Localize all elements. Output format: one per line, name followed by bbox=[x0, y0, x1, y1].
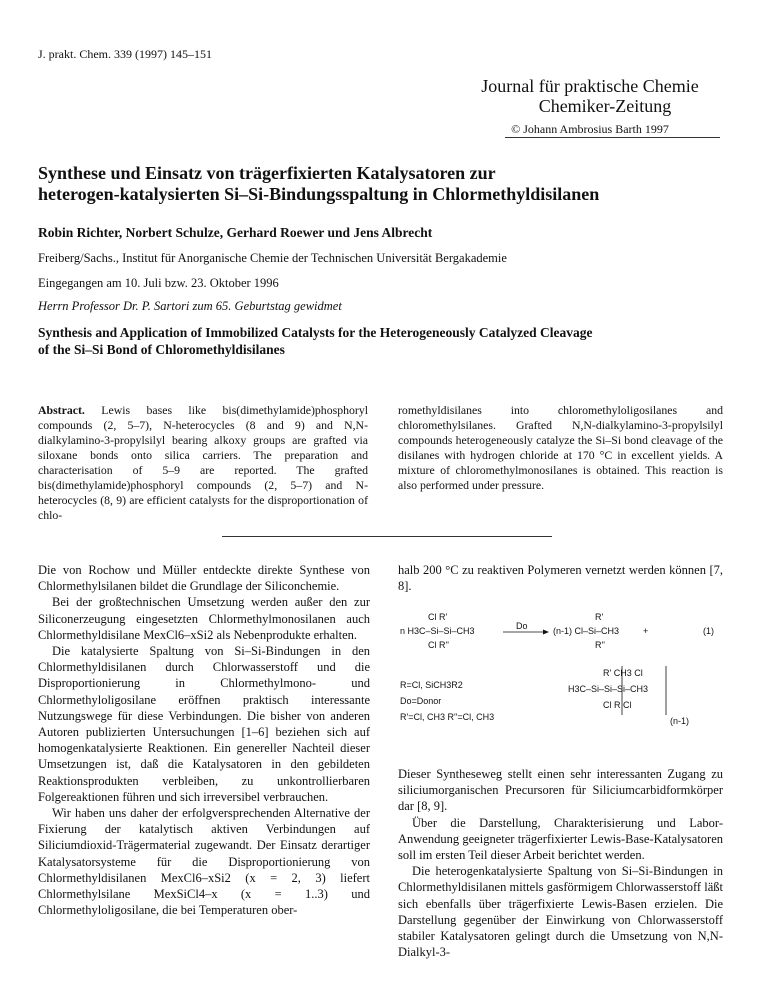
body-paragraph: Die heterogenkatalysierte Spaltung von Si–Si-Bindungen in Chlormethyldisilanen mittels gasförmigem Chlorwasserstoff läßt sich ebenfalls über trägerfixierte Lewis-Basen erzielen. Die Darstellung gegenüber der Einwirkung von Chlorwasserstoff stabiler Katalysatoren gelingt durch die Umsetzung von N,N-Dialkyl-3- bbox=[398, 864, 723, 960]
reactant-top-substituents: Cl R' bbox=[428, 612, 448, 622]
reaction-scheme bbox=[398, 610, 728, 750]
body-left-column bbox=[38, 562, 370, 918]
title-line-1: Synthese und Einsatz von trägerfixierten Katalysatoren zur bbox=[38, 163, 496, 183]
journal-name: Journal für praktische Chemie bbox=[481, 76, 699, 96]
title-line-2: heterogen-katalysierten Si–Si-Bindungsspaltung in Chlormethyldisilanen bbox=[38, 184, 600, 204]
abstract-right-column bbox=[398, 403, 723, 493]
abstract-left-column bbox=[38, 403, 368, 523]
polymer-repeat-index: (n-1) bbox=[670, 716, 690, 726]
running-head: J. prakt. Chem. 339 (1997) 145–151 bbox=[38, 47, 212, 61]
journal-subtitle: Chemiker-Zeitung bbox=[538, 96, 672, 116]
polymer-top-substituents: R' CH3 Cl bbox=[603, 668, 643, 678]
body-paragraph: Wir haben uns daher der erfolgversprechenden Alternative der Fixierung der katalytisch aktiven Verbindungen auf Siliciumdioxid-Trägermaterial zugewandt. Der Einsatz derartiger Katalysatorsysteme für die Disproportionierung von Chlormethyldisilanen MexCl6–xSi2 (x = 2, 3) liefert Chlormethylsilane MexSiCl4–x (x = 1..3) und Chlormethyloligosilane, die bei Temperaturen ober- bbox=[38, 806, 370, 918]
definition-r-prime: R'=Cl, CH3 R''=Cl, CH3 bbox=[400, 712, 495, 722]
arrow-label: Do bbox=[516, 621, 528, 631]
definition-r: R=Cl, SiCH3R2 bbox=[400, 680, 463, 690]
arrow-head bbox=[543, 630, 549, 635]
body-paragraph: Bei der großtechnischen Umsetzung werden außer den zur Siliconerzeugung eingesetzten Chlormethylmonosilanen auch Chlormethyldisilane MexCl6–xSi2 als Nebenprodukte erhalten. bbox=[38, 595, 370, 642]
received-date: Eingegangen am 10. Juli bzw. 23. Oktober 1996 bbox=[38, 276, 279, 290]
product-bottom-substituent: R'' bbox=[595, 640, 605, 650]
abstract-label: Abstract. bbox=[38, 403, 85, 417]
masthead-rule bbox=[505, 137, 720, 138]
product-top-substituent: R' bbox=[595, 612, 604, 622]
article-title bbox=[38, 163, 728, 205]
body-paragraph: Über die Darstellung, Charakterisierung und Labor-Anwendung geeigneter trägerfixierter Lewis-Base-Katalysatoren soll im ersten Teil dieser Arbeit berichtet werden. bbox=[398, 815, 723, 863]
body-paragraph: halb 200 °C zu reaktiven Polymeren vernetzt werden können [7, 8]. bbox=[398, 563, 723, 594]
definition-do: Do=Donor bbox=[400, 696, 442, 706]
affiliation: Freiberg/Sachs., Institut für Anorganische Chemie der Technischen Universität Bergakademie bbox=[38, 251, 507, 265]
product-formula: (n-1) Cl–Si–CH3 bbox=[553, 626, 620, 636]
abstract-text-right: romethyldisilanes into chloromethyloligosilanes and chloromethylsilanes. Grafted N,N-dialkylamino-3-propylsilyl compounds heterogeneously catalyze the Si–Si bond cleavage of the disilanes with hydrogen chloride at 170 °C in excellent yields. A mixture of chloromethylmonosilanes is obtained. This reaction is also performed under pressure. bbox=[398, 403, 723, 492]
author-list: Robin Richter, Norbert Schulze, Gerhard Roewer und Jens Albrecht bbox=[38, 225, 433, 240]
body-paragraph: Die von Rochow und Müller entdeckte direkte Synthese von Chlormethylsilanen bildet die Grundlage der Siliconchemie. bbox=[38, 563, 370, 594]
english-title-line-2: of the Si–Si Bond of Chloromethyldisilanes bbox=[38, 342, 285, 357]
reactant-formula: n H3C–Si–Si–CH3 bbox=[400, 626, 475, 636]
polymer-bottom-substituents: Cl R Cl bbox=[603, 700, 632, 710]
equation-number: (1) bbox=[703, 626, 714, 636]
dedication: Herrn Professor Dr. P. Sartori zum 65. Geburtstag gewidmet bbox=[38, 299, 342, 313]
plus-sign: + bbox=[643, 626, 649, 636]
body-paragraph: Dieser Syntheseweg stellt einen sehr interessanten Zugang zu siliciumorganischen Precursoren für Siliciumcarbidformkörper dar [8, 9]. bbox=[398, 767, 723, 814]
reactant-bottom-substituents: Cl R'' bbox=[428, 640, 449, 650]
copyright-notice: © Johann Ambrosius Barth 1997 bbox=[511, 122, 669, 136]
english-title-line-1: Synthesis and Application of Immobilized Catalysts for the Heterogeneously Catalyzed Cleavage bbox=[38, 325, 593, 340]
body-right-column-bottom bbox=[398, 766, 723, 960]
polymer-formula: H3C–Si–Si–Si–CH3 bbox=[568, 684, 649, 694]
section-divider bbox=[222, 536, 552, 537]
abstract-text-left: Lewis bases like bis(dimethylamide)phosphoryl compounds (2, 5–7), N-heterocycles (8 and 9) and N,N-dialkylamino-3-propylsilyl bearing alkoxy groups are grafted via siloxane bonds onto silica carriers. The preparation and characterisation of 5–9 are reported. The grafted bis(dimethylamide)phosphoryl compounds (2, 5–7) and N-heterocycles (8, 9) are efficient catalysts for the disproportionation of chlo- bbox=[38, 403, 368, 522]
body-right-column-top bbox=[398, 562, 723, 594]
body-paragraph: Die katalysierte Spaltung von Si–Si-Bindungen in den Chlormethyldisilanen durch Chlorwasserstoff und die Disproportionierung in Chlormethylmono- und Chlormethyloligosilane eröffnen praktisch interessante Nutzungswege für diese Verbindungen. Die bisher von anderen Autoren publizierten Untersuchungen [1–6] beziehen sich auf homogenkatalysierte Reaktionen. Ein genereller Nachteil dieser Umsetzungen ist, daß die Katalysatoren in den gebildeten Reaktionsprodukten verbleiben, zu unkontrollierbaren Folgereaktionen führen und sich irreversibel verbrauchen. bbox=[38, 644, 370, 804]
journal-masthead bbox=[460, 76, 720, 137]
english-title bbox=[38, 324, 738, 358]
